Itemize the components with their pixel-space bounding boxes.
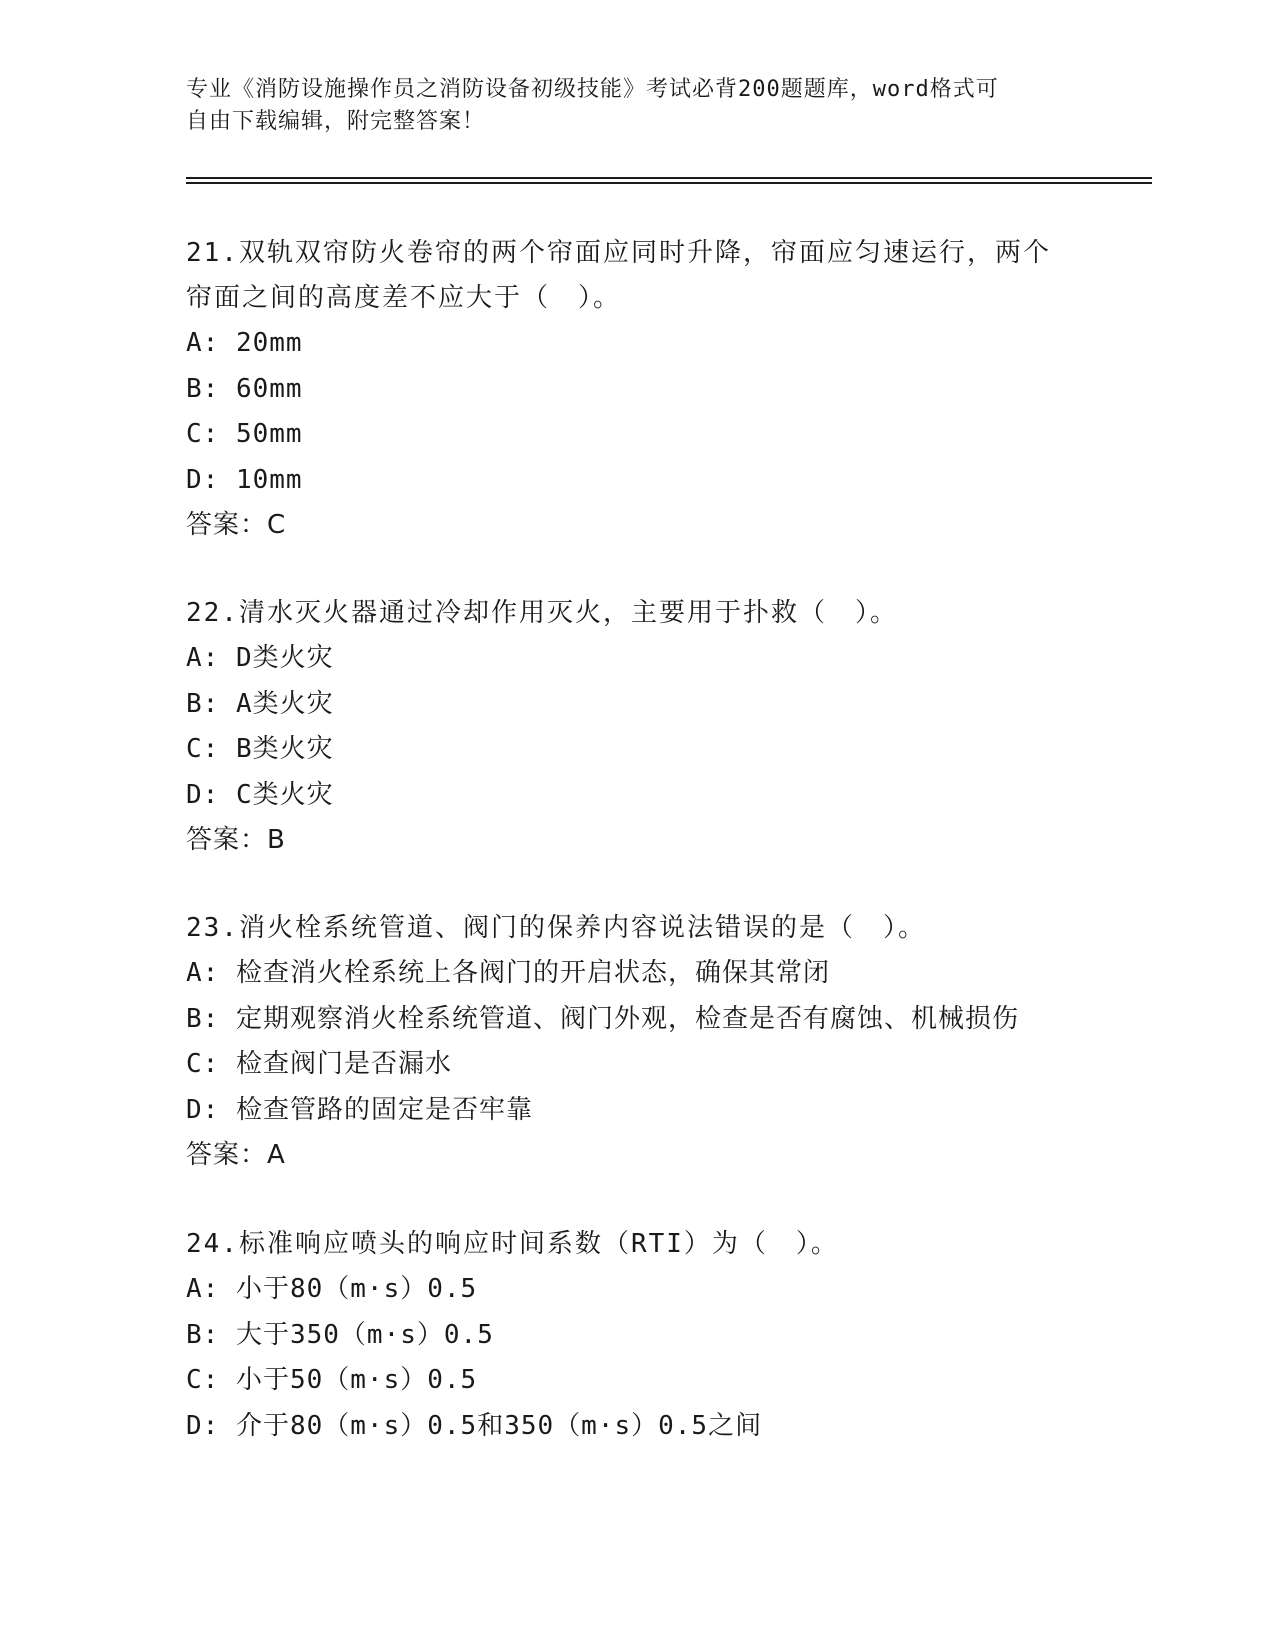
option-text: 20mm <box>219 328 303 358</box>
option-text: 检查消火栓系统上各阀门的开启状态，确保其常闭 <box>219 958 830 988</box>
option-text: 小于80（m·s）0.5 <box>219 1274 478 1304</box>
option-c <box>186 412 1086 458</box>
option-d <box>186 1404 1086 1450</box>
question-stem-line-1: 24.标准响应喷头的响应时间系数（RTI）为（ ）。 <box>186 1229 839 1259</box>
option-c <box>186 727 1086 773</box>
option-text: D类火灾 <box>219 643 334 673</box>
option-text: 定期观察消火栓系统管道、阀门外观，检查是否有腐蚀、机械损伤 <box>219 1003 1019 1034</box>
option-d <box>186 1088 1086 1134</box>
document-header <box>186 74 1086 138</box>
question-22 <box>186 591 1086 863</box>
question-stem-line-1: 21.双轨双帘防火卷帘的两个帘面应同时升降，帘面应匀速运行，两个 <box>186 238 1051 268</box>
header-divider-top <box>186 177 1152 179</box>
option-text: A类火灾 <box>219 688 334 719</box>
question-24 <box>186 1222 1086 1449</box>
option-letter: B: <box>186 688 220 719</box>
header-line-1: 专业《消防设施操作员之消防设备初级技能》考试必背200题题库，word格式可 <box>186 77 999 102</box>
option-text: 检查管路的固定是否牢靠 <box>219 1094 533 1125</box>
option-letter: C: <box>186 734 220 764</box>
option-text: C类火灾 <box>219 779 334 810</box>
option-letter: D: <box>186 464 220 495</box>
option-letter: A: <box>186 328 220 358</box>
option-a <box>186 636 1086 682</box>
option-letter: B: <box>186 373 220 404</box>
header-line-2: 自由下载编辑，附完整答案！ <box>186 109 486 134</box>
option-a <box>186 951 1086 997</box>
option-letter: A: <box>186 958 220 988</box>
option-letter: A: <box>186 643 220 673</box>
question-stem-line-1: 22.清水灭火器通过冷却作用灭火，主要用于扑救（ ）。 <box>186 598 898 628</box>
option-text: B类火灾 <box>219 734 334 764</box>
option-letter: D: <box>186 1410 220 1441</box>
option-letter: C: <box>186 1365 220 1395</box>
header-divider-bottom <box>186 182 1152 184</box>
option-d <box>186 773 1086 819</box>
option-letter: C: <box>186 419 220 449</box>
option-a <box>186 321 1086 367</box>
option-b <box>186 367 1086 413</box>
option-text: 50mm <box>219 419 303 449</box>
option-letter: D: <box>186 779 220 810</box>
option-letter: B: <box>186 1003 220 1034</box>
answer-line: 答案：A <box>186 1140 286 1170</box>
option-text: 小于50（m·s）0.5 <box>219 1365 478 1395</box>
answer-line: 答案：C <box>186 510 287 540</box>
question-stem-line-2: 帘面之间的高度差不应大于（ ）。 <box>186 283 622 313</box>
option-text: 60mm <box>219 373 303 404</box>
option-letter: A: <box>186 1274 220 1304</box>
option-text: 检查阀门是否漏水 <box>219 1049 452 1079</box>
answer-line: 答案：B <box>186 825 286 855</box>
option-text: 大于350（m·s）0.5 <box>219 1319 494 1350</box>
question-23 <box>186 906 1086 1178</box>
option-b <box>186 997 1086 1043</box>
option-text: 10mm <box>219 464 303 495</box>
option-text: 介于80（m·s）0.5和350（m·s）0.5之间 <box>219 1410 763 1441</box>
option-a <box>186 1267 1086 1313</box>
option-letter: B: <box>186 1319 220 1350</box>
option-letter: D: <box>186 1094 220 1125</box>
option-c <box>186 1358 1086 1404</box>
option-c <box>186 1042 1086 1088</box>
option-letter: C: <box>186 1049 220 1079</box>
question-stem-line-1: 23.消火栓系统管道、阀门的保养内容说法错误的是（ ）。 <box>186 913 926 943</box>
option-b <box>186 682 1086 728</box>
option-d <box>186 458 1086 504</box>
option-b <box>186 1313 1086 1359</box>
question-21 <box>186 231 1086 548</box>
